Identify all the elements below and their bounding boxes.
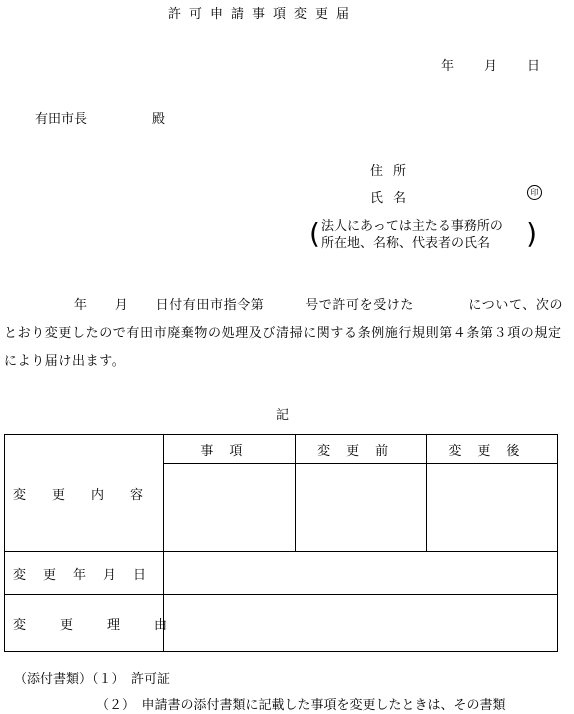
label-change-reason: 変更理由: [5, 595, 164, 652]
header-after: 変更後: [426, 435, 557, 464]
addressee: 有田市長 殿: [35, 112, 166, 127]
cell-before: [295, 464, 426, 552]
body-paragraph: 年 月 日付有田市指令第 号で許可を受けた について、次のとおり変更したので有田市廃棄物の処理及び清掃に関する条例施行規則第４条第３項の規定により届け出ます。: [4, 298, 564, 369]
corporate-note: [309, 217, 537, 252]
header-item: 事項: [164, 435, 295, 464]
attachment-item-2: （２） 申請書の添付書類に記載した事項を変更したときは、その書類: [96, 698, 506, 713]
corporate-note-line2: 所在地、名称、代表者の氏名: [321, 236, 491, 251]
seal-mark: 印: [527, 185, 542, 200]
cell-change-date: [164, 552, 558, 595]
date-line: [441, 55, 570, 74]
date-month: 月: [484, 59, 498, 74]
change-table: [4, 434, 558, 652]
label-change-date: 変更年月日: [5, 552, 164, 595]
label-change-content: 変更内容: [5, 435, 164, 552]
attachment-item-1: （添付書類）（１） 許可証: [14, 672, 171, 687]
address-label: 住所: [370, 164, 417, 179]
document-title: 許可申請事項変更届: [168, 7, 358, 22]
left-paren: (: [309, 217, 320, 250]
cell-change-reason: [164, 595, 558, 652]
cell-after: [426, 464, 557, 552]
header-before: 変更前: [295, 435, 426, 464]
date-day: 日: [527, 59, 541, 74]
right-paren: ): [526, 217, 537, 250]
name-label: 氏名: [370, 191, 417, 206]
ki-heading: 記: [276, 408, 290, 423]
corporate-note-line1: 法人にあっては主たる事務所の: [321, 219, 503, 234]
cell-item: [164, 464, 295, 552]
date-year: 年: [441, 59, 455, 74]
